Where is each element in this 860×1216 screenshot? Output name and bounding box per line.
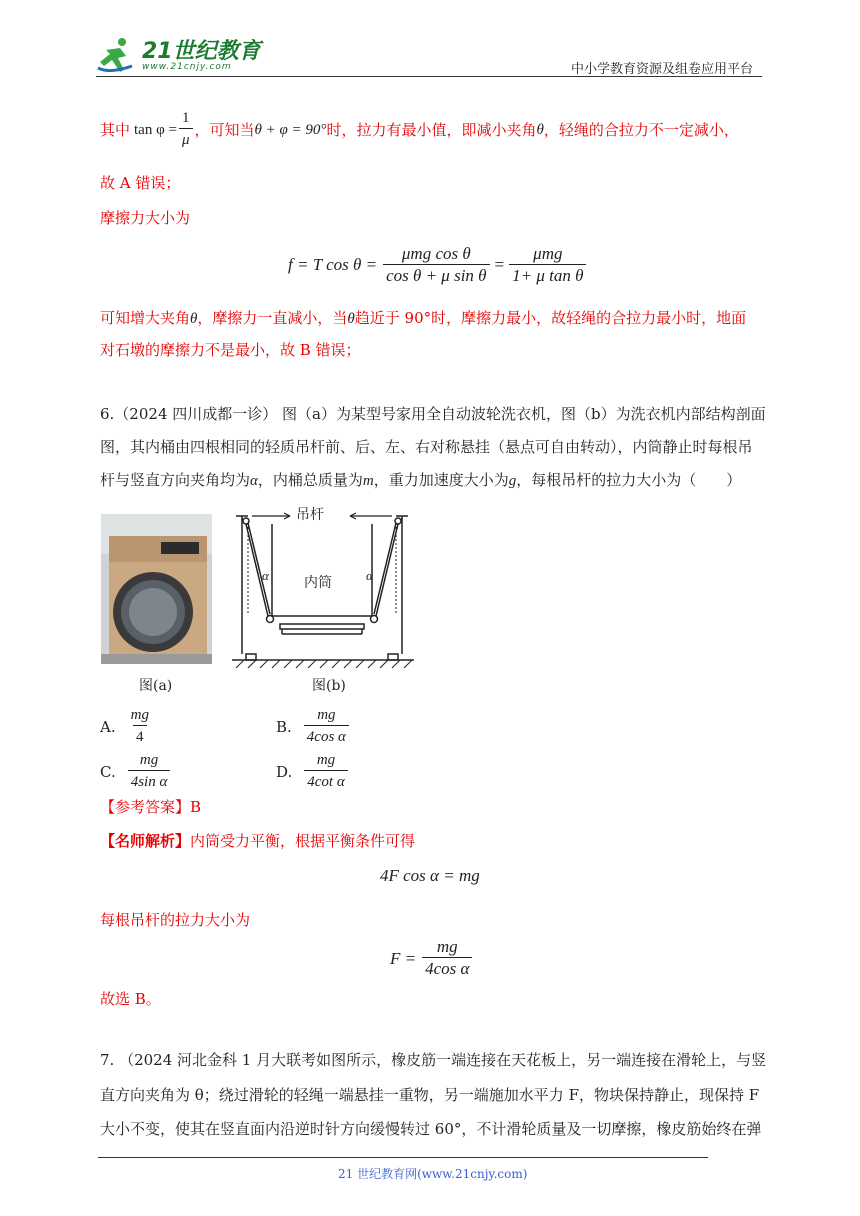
angle-sum: θ + φ = 90° <box>254 121 327 138</box>
each-rod-line: 每根吊杆的拉力大小为 <box>100 911 251 929</box>
mass-symbol: m <box>362 473 374 489</box>
denominator: cos θ + μ sin θ <box>383 264 489 287</box>
logo-url: www.21cnjy.com <box>142 62 232 72</box>
prev-line-4 <box>100 307 746 330</box>
equation-fraction <box>422 937 472 980</box>
equation-2 <box>390 937 474 980</box>
gravity-symbol: g <box>508 473 517 489</box>
prev-line-2: 故 A 错误； <box>100 174 181 192</box>
analysis-tag: 【名师解析】 <box>100 832 191 850</box>
alpha-left: α <box>262 568 269 583</box>
theta: θ <box>190 311 198 327</box>
option-fraction <box>304 705 349 748</box>
text: ，轻绳的合拉力不一定减小， <box>543 120 739 139</box>
numerator: mg <box>436 937 458 956</box>
q6-line-2: 图，其内桶由四根相同的轻质吊杆前、后、左、右对称悬挂（悬点可自由转动），内筒静止时每根吊 <box>100 438 753 456</box>
washing-machine-photo <box>101 514 212 664</box>
formula-lhs: f = T cos θ = <box>288 255 378 274</box>
q7-line-2: 直方向夹角为 θ；绕过滑轮的轻绳一端悬挂一重物，另一端施加水平力 F，物块保持静止，现保持 F <box>100 1086 760 1104</box>
text: 其中 <box>100 120 131 139</box>
fig-b-caption: 图(b) <box>312 678 346 694</box>
text: 时，拉力有最小值，即减小夹角 <box>326 120 537 139</box>
platform-title: 中小学教育资源及组卷应用平台 <box>571 62 754 77</box>
denominator: μ <box>179 128 193 151</box>
drum-label: 内筒 <box>304 575 332 591</box>
runner-logo-icon <box>96 36 136 76</box>
denominator: 4 <box>133 725 147 748</box>
option-c[interactable] <box>100 750 172 793</box>
equals: = <box>494 255 505 274</box>
logo-text: 21世纪教育 <box>142 39 261 64</box>
text: ，内桶总质量为 <box>257 471 363 489</box>
fraction <box>179 108 193 151</box>
option-fraction <box>128 705 152 748</box>
tan-expr: tan φ = <box>134 121 177 138</box>
fig-a-caption: 图(a) <box>139 678 173 694</box>
text: 趋近于 90°时，摩擦力最小，故轻绳的合拉力最小时，地面 <box>354 309 747 327</box>
option-fraction <box>304 750 347 793</box>
text: ，重力加速度大小为 <box>373 471 509 489</box>
equation-text: 4F cos α = mg <box>380 866 480 885</box>
footer-divider <box>98 1157 708 1158</box>
text: ，每根吊杆的拉力大小为（ ） <box>516 471 742 489</box>
answer-line: 【参考答案】B <box>100 798 202 816</box>
text: ，摩擦力一直减小，当 <box>197 309 348 327</box>
header-divider <box>96 76 762 77</box>
theta: θ <box>347 311 355 327</box>
cross-section-diagram <box>232 504 414 676</box>
q7-line-3: 大小不变，使其在竖直面内沿逆时针方向缓慢转过 60°，不计滑轮质量及一切摩擦，橡皮筋始终在弹 <box>100 1120 762 1138</box>
numerator: μmg <box>533 243 563 263</box>
denominator: 4cos α <box>422 957 472 980</box>
numerator: mg <box>317 707 336 723</box>
footer-text: 21 世纪教育网(www.21cnjy.com) <box>338 1167 528 1181</box>
text: 杆与竖直方向夹角均为 <box>100 471 251 489</box>
option-label: B. <box>276 717 292 736</box>
option-label: D. <box>276 762 293 781</box>
option-label: C. <box>100 762 116 781</box>
q6-line-3 <box>100 469 741 492</box>
equation-lhs: F = <box>390 948 417 968</box>
numerator: mg <box>316 752 336 768</box>
denominator: 1+ μ tan θ <box>509 264 586 287</box>
option-b[interactable] <box>276 705 351 748</box>
friction-formula <box>288 240 588 290</box>
text: 可知增大夹角 <box>100 309 191 327</box>
alpha: α <box>250 473 258 489</box>
prev-line-3: 摩擦力大小为 <box>100 209 191 227</box>
analysis-text: 内筒受力平衡，根据平衡条件可得 <box>190 832 416 850</box>
header-logo <box>96 34 266 78</box>
theta: θ <box>536 121 544 138</box>
text: ，可知当 <box>194 120 255 139</box>
numerator: mg <box>139 752 159 768</box>
option-fraction <box>128 750 171 793</box>
denominator: 4cot α <box>304 770 347 793</box>
washing-machine-image <box>101 514 212 664</box>
equation-1 <box>380 866 480 886</box>
fraction-2 <box>509 244 586 287</box>
numerator: μmg cos θ <box>401 243 471 263</box>
q6-line-1: 6.（2024 四川成都一诊） 图（a）为某型号家用全自动波轮洗衣机，图（b）为洗衣机内部结构剖面 <box>100 405 766 423</box>
option-label: A. <box>100 717 116 736</box>
option-d[interactable] <box>276 750 350 793</box>
fraction-1 <box>383 244 489 287</box>
numerator: 1 <box>181 110 190 126</box>
option-a[interactable] <box>100 705 154 748</box>
analysis-line <box>100 830 415 852</box>
numerator: mg <box>130 707 149 723</box>
q7-line-1: 7. （2024 河北金科 1 月大联考如图所示，橡皮筋一端连接在天花板上，另一端连接在滑轮上，与竖 <box>100 1051 767 1069</box>
conclusion-line: 故选 B。 <box>100 990 161 1008</box>
prev-line-5: 对石墩的摩擦力不是最小，故 B 错误； <box>100 341 361 359</box>
prev-line-1 <box>100 108 739 151</box>
rod-label: 吊杆 <box>296 507 324 523</box>
denominator: 4sin α <box>128 770 171 793</box>
denominator: 4cos α <box>304 725 349 748</box>
alpha-right: α <box>366 568 373 583</box>
